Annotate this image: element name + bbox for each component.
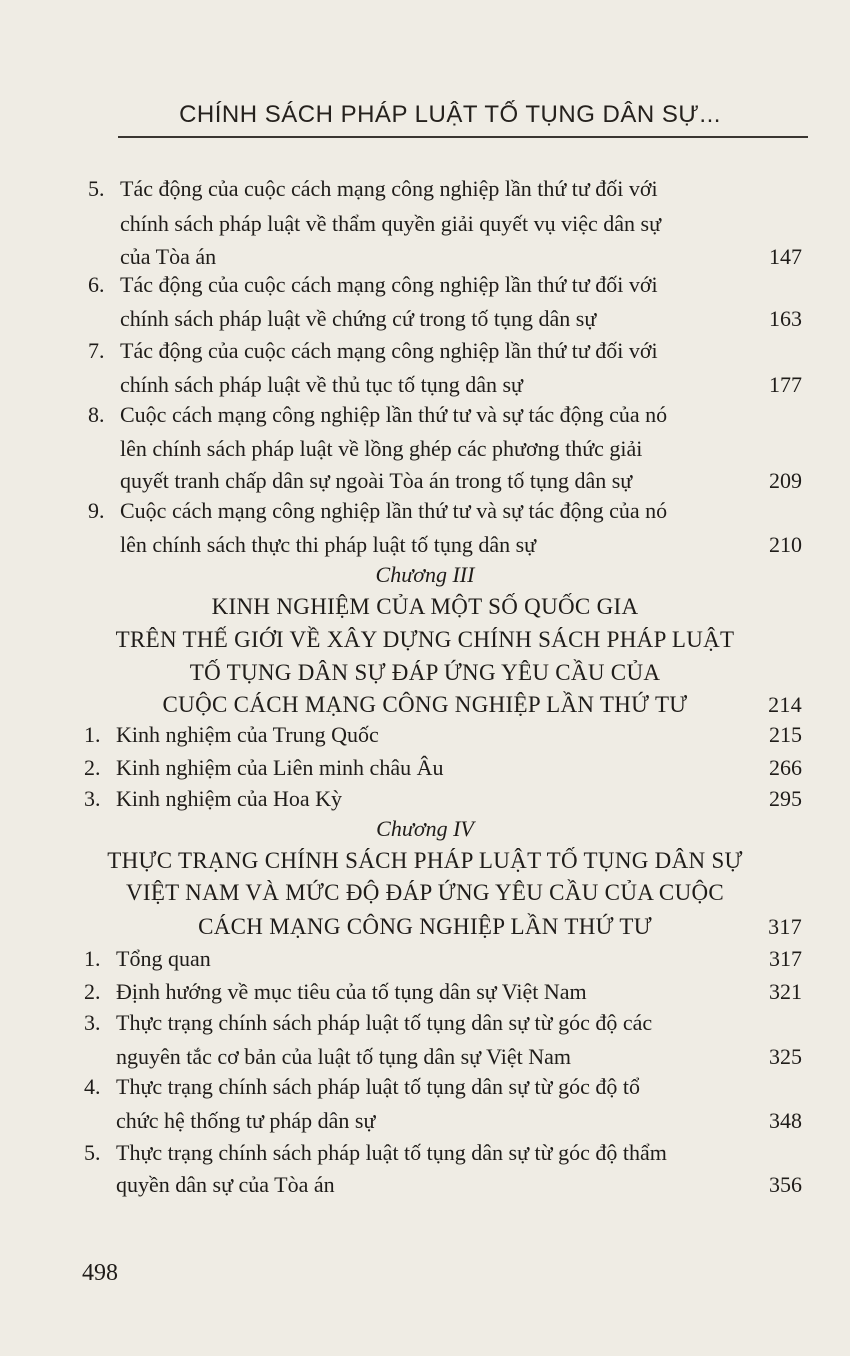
- entry-text: Tác động của cuộc cách mạng công nghiệp lần thứ tư đối với: [120, 176, 658, 201]
- running-head: CHÍNH SÁCH PHÁP LUẬT TỐ TỤNG DÂN SỰ...: [179, 101, 721, 128]
- entry-text: quyền dân sự của Tòa án: [116, 1172, 335, 1197]
- entry-page: 325: [769, 1044, 802, 1069]
- toc-entry-continuation: [0, 432, 850, 466]
- toc-entry-continuation: [0, 1104, 850, 1138]
- entry-number: 6.: [88, 272, 105, 297]
- chapter-3-title-line: TRÊN THẾ GIỚI VỀ XÂY DỰNG CHÍNH SÁCH PHÁP LUẬT: [115, 627, 735, 652]
- toc-entry: [0, 494, 850, 528]
- chapter-3-page: 214: [768, 692, 802, 717]
- entry-text: Định hướng về mục tiêu của tố tụng dân sự Việt Nam: [116, 979, 587, 1004]
- toc-entry: [0, 334, 850, 368]
- entry-text: Kinh nghiệm của Hoa Kỳ: [116, 786, 343, 811]
- header-rule: [118, 136, 808, 138]
- entry-page: 266: [769, 755, 802, 780]
- entry-text: Tác động của cuộc cách mạng công nghiệp lần thứ tư đối với: [120, 272, 658, 297]
- entry-text: Tác động của cuộc cách mạng công nghiệp lần thứ tư đối với: [120, 338, 658, 363]
- entry-number: 1.: [84, 946, 101, 971]
- entry-page: 317: [769, 946, 802, 971]
- entry-page: 215: [769, 722, 802, 747]
- entry-number: 5.: [84, 1140, 101, 1165]
- entry-text: nguyên tắc cơ bản của luật tố tụng dân sự Việt Nam: [116, 1044, 571, 1069]
- entry-page: 348: [769, 1108, 802, 1133]
- entry-number: 3.: [84, 1010, 101, 1035]
- entry-number: 2.: [84, 755, 101, 780]
- entry-page: 295: [769, 786, 802, 811]
- entry-number: 2.: [84, 979, 101, 1004]
- page-number: 498: [82, 1260, 118, 1286]
- toc-entry: [0, 942, 850, 976]
- toc-entry-continuation: [0, 207, 850, 241]
- entry-page: 163: [769, 306, 802, 331]
- entry-number: 4.: [84, 1074, 101, 1099]
- chapter-4-title-line: CÁCH MẠNG CÔNG NGHIỆP LẦN THỨ TƯ: [198, 914, 652, 939]
- toc-entry: [0, 718, 850, 752]
- entry-page: 356: [769, 1172, 802, 1197]
- entry-text: Kinh nghiệm của Trung Quốc: [116, 722, 379, 747]
- chapter-4-page: 317: [768, 914, 802, 939]
- toc-entry-continuation: [0, 368, 850, 402]
- entry-text: Thực trạng chính sách pháp luật tố tụng dân sự từ góc độ thẩm: [116, 1140, 667, 1165]
- entry-number: 5.: [88, 176, 105, 201]
- entry-number: 1.: [84, 722, 101, 747]
- chapter-4-label: Chương IV: [376, 816, 474, 841]
- entry-text: Kinh nghiệm của Liên minh châu Âu: [116, 755, 444, 780]
- chapter-4-title-line: VIỆT NAM VÀ MỨC ĐỘ ĐÁP ỨNG YÊU CẦU CỦA CUỘC: [125, 880, 725, 905]
- toc-entry: [0, 1070, 850, 1104]
- entry-text: quyết tranh chấp dân sự ngoài Tòa án trong tố tụng dân sự: [120, 468, 633, 493]
- chapter-3-title-line: TỐ TỤNG DÂN SỰ ĐÁP ỨNG YÊU CẦU CỦA: [189, 660, 661, 685]
- entry-text: chính sách pháp luật về chứng cứ trong tố tụng dân sự: [120, 306, 597, 331]
- toc-entry: [0, 782, 850, 816]
- toc-entry: [0, 751, 850, 785]
- toc-entry: [0, 172, 850, 206]
- entry-text: chính sách pháp luật về thẩm quyền giải quyết vụ việc dân sự: [120, 211, 661, 236]
- chapter-3-title-line: KINH NGHIỆM CỦA MỘT SỐ QUỐC GIA: [211, 594, 639, 619]
- toc-entry: [0, 398, 850, 432]
- entry-text: Thực trạng chính sách pháp luật tố tụng dân sự từ góc độ các: [116, 1010, 653, 1035]
- entry-page: 210: [769, 532, 802, 557]
- entry-number: 9.: [88, 498, 105, 523]
- toc-entry-continuation: [0, 464, 850, 498]
- entry-text: Tổng quan: [116, 946, 211, 971]
- entry-text: lên chính sách pháp luật về lồng ghép các phương thức giải: [120, 436, 643, 461]
- entry-number: 3.: [84, 786, 101, 811]
- toc-entry-continuation: [0, 528, 850, 562]
- entry-page: 321: [769, 979, 802, 1004]
- entry-text: lên chính sách thực thi pháp luật tố tụng dân sự: [120, 532, 537, 557]
- toc-entry: [0, 975, 850, 1009]
- chapter-3-label: Chương III: [375, 562, 475, 587]
- toc-entry: [0, 1006, 850, 1040]
- chapter-3-title-line: CUỘC CÁCH MẠNG CÔNG NGHIỆP LẦN THỨ TƯ: [162, 692, 688, 717]
- entry-text: Cuộc cách mạng công nghiệp lần thứ tư và sự tác động của nó: [120, 498, 668, 523]
- entry-number: 8.: [88, 402, 105, 427]
- entry-text: của Tòa án: [120, 244, 217, 269]
- entry-page: 147: [769, 244, 802, 269]
- chapter-4-title-last: [0, 910, 850, 944]
- entry-text: Cuộc cách mạng công nghiệp lần thứ tư và sự tác động của nó: [120, 402, 668, 427]
- entry-number: 7.: [88, 338, 105, 363]
- chapter-4-title-line: THỰC TRẠNG CHÍNH SÁCH PHÁP LUẬT TỐ TỤNG DÂN SỰ: [107, 848, 743, 873]
- toc-entry: [0, 1136, 850, 1170]
- entry-text: chức hệ thống tư pháp dân sự: [116, 1108, 376, 1133]
- entry-text: Thực trạng chính sách pháp luật tố tụng dân sự từ góc độ tổ: [116, 1074, 640, 1099]
- toc-entry: [0, 268, 850, 302]
- toc-entry-continuation: [0, 302, 850, 336]
- toc-entry-continuation: [0, 1040, 850, 1074]
- toc-entry-continuation: [0, 1168, 850, 1202]
- chapter-3-title-last: [0, 688, 850, 722]
- entry-text: chính sách pháp luật về thủ tục tố tụng dân sự: [120, 372, 523, 397]
- entry-page: 177: [769, 372, 802, 397]
- entry-page: 209: [769, 468, 802, 493]
